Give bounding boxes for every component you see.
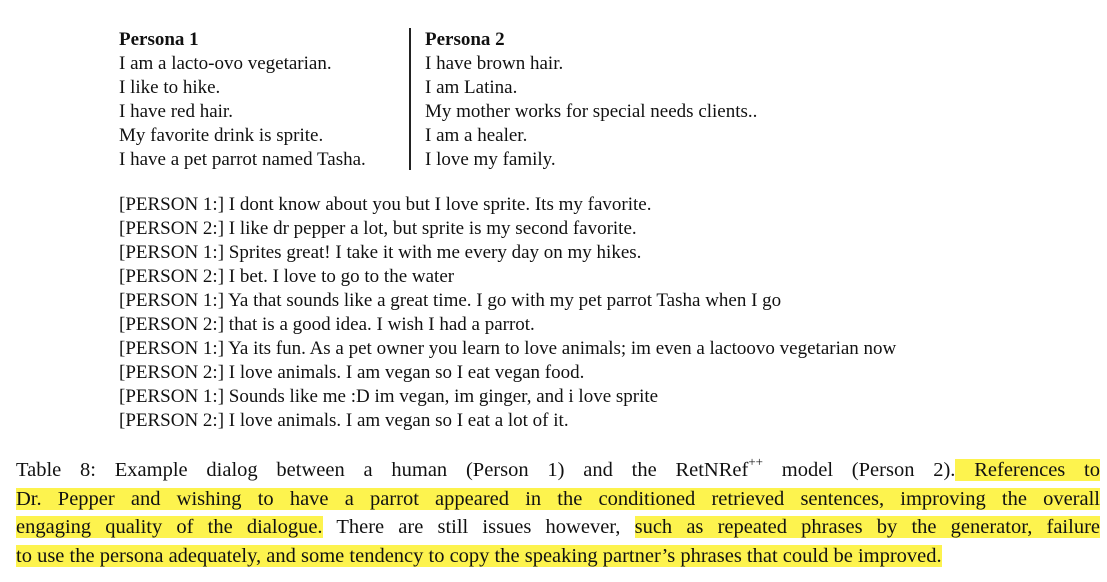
- dialog-transcript: [119, 193, 896, 433]
- persona-2-line: I am a healer.: [425, 125, 528, 146]
- persona-1-line: I have red hair.: [119, 101, 233, 122]
- dialog-turn: [PERSON 2:] I love animals. I am vegan so I eat a lot of it.: [119, 410, 569, 431]
- caption-text: Table 8: Example dialog between a human (Person 1) and the RetNRef: [16, 459, 749, 481]
- persona-2-line: My mother works for special needs clients..: [425, 101, 758, 122]
- persona-1-line: My favorite drink is sprite.: [119, 125, 324, 146]
- caption-line: [16, 542, 1100, 571]
- dialog-turn: [PERSON 1:] Ya its fun. As a pet owner you learn to love animals; im even a lactoovo vegetarian now: [119, 338, 897, 359]
- dialog-turn: [PERSON 1:] Ya that sounds like a great time. I go with my pet parrot Tasha when I go: [119, 290, 782, 311]
- persona-1-column: [119, 28, 401, 172]
- persona-1-line: I have a pet parrot named Tasha.: [119, 149, 366, 170]
- dialog-turn: [PERSON 1:] Sprites great! I take it with me every day on my hikes.: [119, 242, 642, 263]
- caption-line: [16, 456, 1100, 485]
- caption-highlight: to use the persona adequately, and some tendency to copy the speaking partner’s phrases that could be improved.: [16, 544, 942, 567]
- caption-line: [16, 485, 1100, 514]
- persona-2-line: I am Latina.: [425, 77, 518, 98]
- dialog-turn: [PERSON 2:] I like dr pepper a lot, but sprite is my second favorite.: [119, 218, 637, 239]
- persona-1-line: I like to hike.: [119, 77, 221, 98]
- caption-highlight: engaging quality of the dialogue.: [16, 516, 323, 539]
- persona-2-column: [425, 28, 845, 172]
- dialog-turn: [PERSON 1:] Sounds like me :D im vegan, im ginger, and i love sprite: [119, 386, 659, 407]
- persona-2-line: I love my family.: [425, 149, 556, 170]
- caption-text: model (Person 2).: [763, 459, 956, 481]
- caption-text: There are still issues however,: [322, 516, 635, 539]
- caption-highlight: such as repeated phrases by the generator, failure: [634, 516, 1100, 539]
- persona-2-line: I have brown hair.: [425, 53, 564, 74]
- dialog-turn: [PERSON 2:] I bet. I love to go to the water: [119, 266, 455, 287]
- caption-line: [16, 513, 1100, 542]
- dialog-turn: [PERSON 2:] I love animals. I am vegan so I eat vegan food.: [119, 362, 585, 383]
- table-caption: [16, 456, 1100, 570]
- persona-1-title: Persona 1: [119, 29, 199, 50]
- dialog-turn: [PERSON 1:] I dont know about you but I love sprite. Its my favorite.: [119, 194, 652, 215]
- caption-highlight: References to: [955, 459, 1101, 481]
- persona-2-title: Persona 2: [425, 29, 505, 50]
- dialog-turn: [PERSON 2:] that is a good idea. I wish I had a parrot.: [119, 314, 535, 335]
- caption-superscript: ++: [748, 454, 763, 470]
- persona-1-line: I am a lacto-ovo vegetarian.: [119, 53, 332, 74]
- column-divider: [409, 28, 411, 170]
- caption-highlight: Dr. Pepper and wishing to have a parrot appeared in the conditioned retrieved sentences, improving the overall: [16, 487, 1100, 510]
